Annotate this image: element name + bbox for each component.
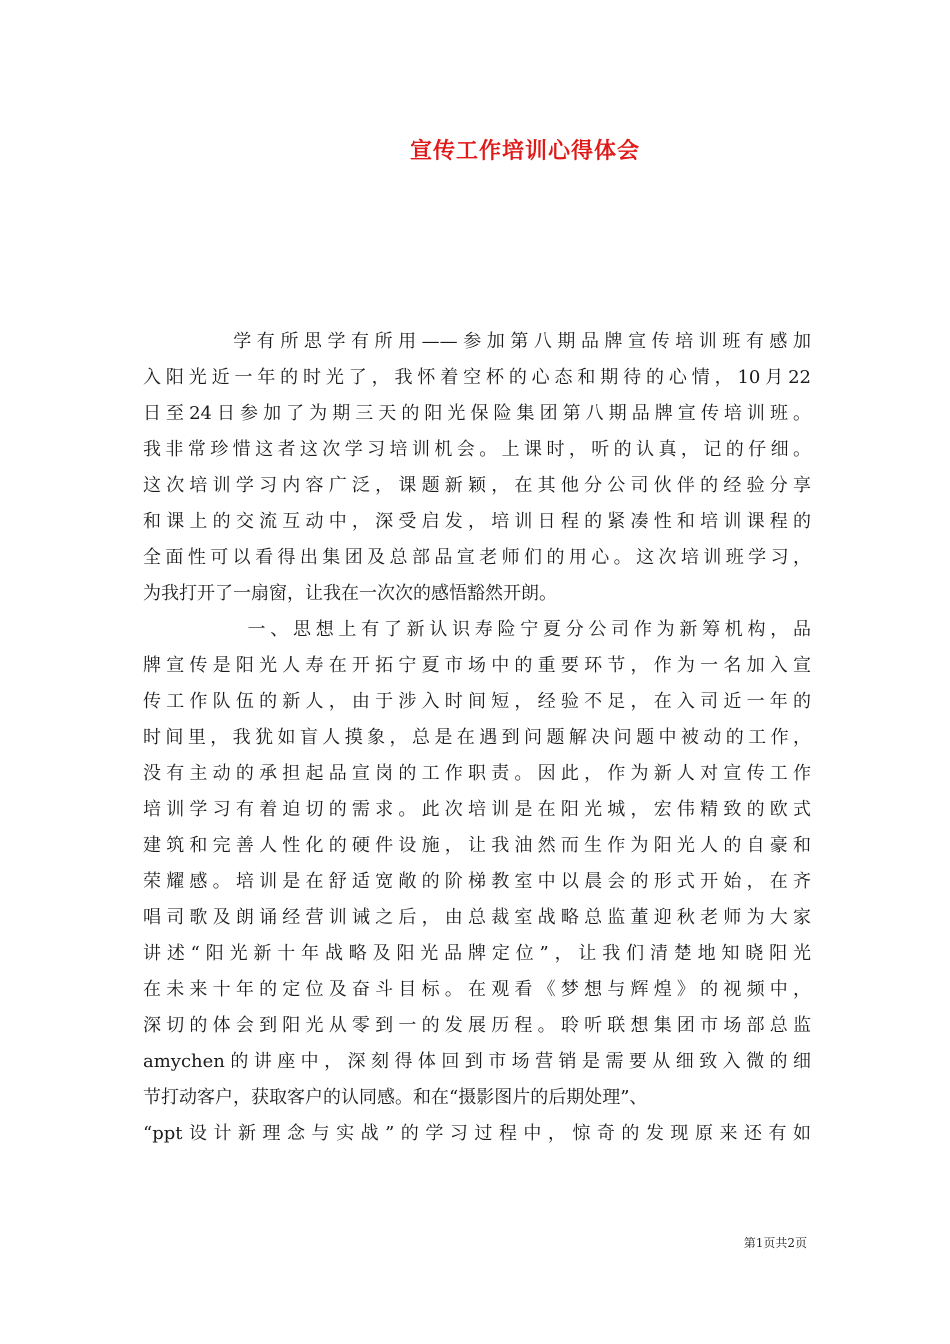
body-line: 我非常珍惜这者这次学习培训机会。上课时，听的认真，记的仔细。	[143, 439, 811, 460]
body-line: 这次培训学习内容广泛，课题新颖，在其他分公司伙伴的经验分享	[143, 475, 811, 496]
body-line: amychen的讲座中，深刻得体回到市场营销是需要从细致入微的细	[143, 1051, 811, 1072]
document-body	[143, 324, 811, 1152]
document-title: 宣传工作培训心得体会	[409, 138, 640, 164]
body-line: 讲述“阳光新十年战略及阳光品牌定位”，让我们清楚地知晓阳光	[143, 943, 811, 964]
page-number-footer: 第1页共2页	[743, 1236, 807, 1250]
body-line: 唱司歌及朗诵经营训诫之后，由总裁室战略总监董迎秋老师为大家	[143, 907, 811, 928]
body-line: 一、思想上有了新认识寿险宁夏分公司作为新筹机构，品	[143, 619, 811, 640]
body-line: 牌宣传是阳光人寿在开拓宁夏市场中的重要环节，作为一名加入宣	[143, 655, 811, 676]
body-line: 建筑和完善人性化的硬件设施，让我油然而生作为阳光人的自豪和	[143, 835, 811, 856]
body-line: 日至24日参加了为期三天的阳光保险集团第八期品牌宣传培训班。	[143, 403, 811, 424]
body-line: 学有所思学有所用——参加第八期品牌宣传培训班有感加	[143, 331, 811, 352]
body-line: 入阳光近一年的时光了，我怀着空杯的心态和期待的心情，10月22	[143, 367, 811, 388]
body-line: 深切的体会到阳光从零到一的发展历程。聆听联想集团市场部总监	[143, 1015, 811, 1036]
body-line: 全面性可以看得出集团及总部品宣老师们的用心。这次培训班学习，	[143, 547, 811, 568]
body-line: 传工作队伍的新人，由于涉入时间短，经验不足，在入司近一年的	[143, 691, 811, 712]
body-line: 节打动客户，获取客户的认同感。和在“摄影图片的后期处理”、	[143, 1087, 648, 1108]
body-line: 在未来十年的定位及奋斗目标。在观看《梦想与辉煌》的视频中，	[143, 979, 811, 1000]
body-line: 为我打开了一扇窗，让我在一次次的感悟豁然开朗。	[143, 583, 557, 604]
body-line: 没有主动的承担起品宣岗的工作职责。因此，作为新人对宣传工作	[143, 763, 811, 784]
body-line: “ppt设计新理念与实战”的学习过程中，惊奇的发现原来还有如	[143, 1123, 811, 1144]
body-line: 荣耀感。培训是在舒适宽敞的阶梯教室中以晨会的形式开始，在齐	[143, 871, 811, 892]
body-line: 时间里，我犹如盲人摸象，总是在遇到问题解决问题中被动的工作，	[143, 727, 811, 748]
body-line: 和课上的交流互动中，深受启发，培训日程的紧凑性和培训课程的	[143, 511, 811, 532]
body-line: 培训学习有着迫切的需求。此次培训是在阳光城，宏伟精致的欧式	[143, 799, 811, 820]
